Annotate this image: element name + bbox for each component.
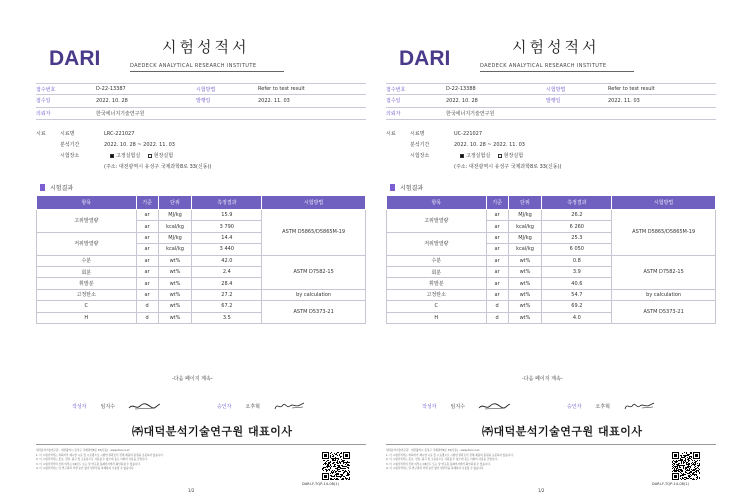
col-method: 시험방법 [612,196,716,210]
row-result: 54.7 [542,289,612,300]
row-unit: wt% [508,266,542,277]
test-place-row [36,150,366,161]
row-result: 40.6 [542,278,612,289]
col-method: 시험방법 [262,196,366,210]
row-unit: kcal/kg [508,221,542,232]
row-result: 25.3 [542,232,612,243]
row-item: 휘발분 [387,278,487,289]
row-result: 69.2 [542,301,612,312]
row-result: 15.9 [192,210,262,221]
test-method-label: 시험방법 [546,86,566,93]
row-method: by calculation [262,289,366,300]
row-basis: ar [486,210,508,221]
row-item: C [387,301,487,312]
table-row [37,301,366,312]
row-item: 회분 [387,266,487,277]
receipt-no-label: 접수번호 [386,86,406,93]
row-basis: ar [136,255,158,266]
approver-role: 승인자 [567,403,582,410]
row-basis: ar [486,266,508,277]
row-basis: ar [486,255,508,266]
footer-notes [36,448,326,471]
col-result: 측정결과 [542,196,612,210]
continue-note: -다음 페이지 계속- [522,376,563,382]
row-result: 0.8 [542,255,612,266]
col-result: 측정결과 [192,196,262,210]
footer-line: 대덕분석기술연구원 · 대전광역시 유성구 국제과학8로 33(신동) · www.dari.co.kr [386,449,480,452]
fixed-lab-label: 고정실험실 [116,153,141,159]
col-unit: 단위 [158,196,192,210]
field-test-label: 현장실험 [503,153,524,159]
approver-signature [272,401,306,411]
continue-note: -다음 페이지 계속- [172,376,213,382]
footer-line: 3. 이 시험성적서의 진위 여부는 QR코드 또는 당 연구원 홈페이지에서 확인하실 수 있습니다. [36,462,141,466]
issue-date-value: 2022. 11. 03 [608,97,640,104]
col-unit: 단위 [508,196,542,210]
logo-text: DARI [399,47,451,70]
row-result: 3 790 [192,221,262,232]
row-unit: wt% [158,289,192,300]
row-result: 42.0 [192,255,262,266]
results-heading [40,183,73,192]
company-name: ㈜대덕분석기술연구원 대표이사 [482,425,643,438]
test-method-value: Refer to test result [608,86,655,93]
row-unit: wt% [508,301,542,312]
row-basis: d [136,301,158,312]
col-basis: 기준 [136,196,158,210]
row-basis: ar [486,289,508,300]
row-unit: wt% [508,278,542,289]
row-result: 3.5 [192,312,262,323]
received-on-label: 접수일 [36,98,51,105]
row-unit: wt% [158,301,192,312]
report-page-right [372,0,724,504]
row-basis: ar [486,232,508,243]
row-result: 67.2 [192,301,262,312]
client-value: 한국에너지기술연구원 [96,110,145,117]
results-heading-text: 시험결과 [50,185,74,192]
section-marker [40,184,45,191]
address-row [386,161,716,172]
dari-logo [48,48,100,70]
author-signature [127,401,161,411]
col-basis: 기준 [486,196,508,210]
results-heading [390,183,423,192]
row-result: 6 050 [542,244,612,255]
page-number: 1/2 [188,488,195,493]
row-unit: MJ/kg [508,232,542,243]
row-unit: wt% [158,278,192,289]
author-signature [477,401,511,411]
test-method-value: Refer to test result [258,86,305,93]
client-value: 한국에너지기술연구원 [446,110,495,117]
qr-code [322,452,350,480]
sample-key: 시료 [36,131,46,137]
row-unit: MJ/kg [508,210,542,221]
row-item: 휘발분 [37,278,137,289]
receipt-no-value: D-22-13387 [96,86,126,93]
test-place-label: 시험장소 [410,153,430,159]
row-basis: ar [136,278,158,289]
results-heading-text: 시험결과 [400,185,424,192]
signature-line [422,401,682,411]
row-result: 6 260 [542,221,612,232]
fixed-lab-checkbox [110,154,114,158]
footer-line: 4. 이 시험성적서는 당 연구원의 서면 승인 없이 일부만을 복제하여 사용할 수 없습니다. [386,467,485,471]
author-name: 임지수 [100,403,115,410]
row-unit: MJ/kg [158,232,192,243]
table-row [387,289,716,300]
table-row [387,210,716,221]
row-result: 3.9 [542,266,612,277]
form-code: DARI-F-TQP-14-08(1) [302,482,339,486]
sample-info [386,128,716,172]
author-name: 임지수 [450,403,465,410]
row-unit: kcal/kg [508,244,542,255]
row-basis: d [136,312,158,323]
row-basis: ar [136,221,158,232]
fixed-lab-label: 고정실험실 [466,153,491,159]
address-value: (주소: 대전광역시 유성구 국제과학8로 33(신동)) [104,164,212,170]
row-item: H [37,312,137,323]
row-unit: wt% [158,266,192,277]
row-result: 27.2 [192,289,262,300]
table-row [387,301,716,312]
analysis-period-label: 분석기간 [60,142,80,148]
client-label: 의뢰자 [36,110,51,117]
row-unit: kcal/kg [158,221,192,232]
signature-line [72,401,332,411]
section-marker [390,184,395,191]
row-method: ASTM D7582-15 [262,255,366,289]
header-divider [130,71,284,72]
report-header [42,30,362,78]
results-header-row [37,196,366,210]
row-basis: ar [136,210,158,221]
results-table [36,195,366,324]
test-place-options [104,152,173,159]
report-header [392,30,712,78]
row-basis: ar [486,221,508,232]
row-method: by calculation [612,289,716,300]
row-unit: wt% [158,312,192,323]
row-method: ASTM D5373-21 [262,301,366,324]
row-result: 14.4 [192,232,262,243]
client-label: 의뢰자 [386,110,401,117]
sample-name-value: LRC-221027 [104,130,135,137]
page-number: 1/2 [538,488,545,493]
results-header-row [387,196,716,210]
institute-subtitle: DAEDECK ANALYTICAL RESEARCH INSTITUTE [130,63,257,69]
table-row [37,210,366,221]
footer-line: 대덕분석기술연구원 · 대전광역시 유성구 국제과학8로 33(신동) · www.dari.co.kr [36,449,130,452]
row-result: 2.4 [192,266,262,277]
sample-name-label: 시료명 [60,131,75,137]
sample-name-value: UC-221027 [454,130,483,137]
info-row-client [386,108,716,120]
row-unit: MJ/kg [158,210,192,221]
info-row-receipt [386,83,716,95]
institute-subtitle: DAEDECK ANALYTICAL RESEARCH INSTITUTE [480,63,607,69]
header-divider [480,71,634,72]
info-row-receipt [36,83,366,95]
receipt-info [36,83,366,120]
row-basis: ar [136,244,158,255]
report-page-left [22,0,374,504]
received-on-value: 2022. 10. 28 [96,97,128,104]
footer-divider [386,444,716,445]
received-on-label: 접수일 [386,98,401,105]
row-method: ASTM D5865/D5865M-19 [262,210,366,256]
row-result: 4.0 [542,312,612,323]
row-result: 28.4 [192,278,262,289]
approver-signature [622,401,656,411]
receipt-no-value: D-22-13388 [446,86,476,93]
info-row-dates [36,95,366,107]
analysis-period-row [36,139,366,150]
row-result: 26.2 [542,210,612,221]
logo-text: DARI [49,47,101,70]
row-item: 고정탄소 [387,289,487,300]
test-place-row [386,150,716,161]
qr-code [672,452,700,480]
table-row [37,289,366,300]
approver-role: 승인자 [217,403,232,410]
sample-key: 시료 [386,131,396,137]
row-item: 수분 [387,255,487,266]
test-method-label: 시험방법 [196,86,216,93]
footer-line: 2. 이 시험성적서는 홍보, 선전, 광고 및 소송용으로 사용될 수 없으며 용도 이외의 사용을 금합니다. [386,458,498,462]
issue-date-value: 2022. 11. 03 [258,97,290,104]
row-item: 고위발열량 [37,210,137,233]
row-method: ASTM D5373-21 [612,301,716,324]
field-test-checkbox [148,154,152,158]
field-test-checkbox [498,154,502,158]
fixed-lab-checkbox [460,154,464,158]
address-row [36,161,366,172]
row-item: 회분 [37,266,137,277]
row-basis: ar [486,278,508,289]
results-table [386,195,716,324]
row-item: C [37,301,137,312]
row-basis: d [486,312,508,323]
row-unit: wt% [508,312,542,323]
row-basis: ar [486,244,508,255]
test-place-options [454,152,523,159]
issue-date-label: 발행일 [196,98,211,105]
footer-divider [36,444,366,445]
receipt-no-label: 접수번호 [36,86,56,93]
row-unit: kcal/kg [158,244,192,255]
sample-name-label: 시료명 [410,131,425,137]
received-on-value: 2022. 10. 28 [446,97,478,104]
footer-line: 1. 이 시험성적서는 의뢰자가 제시한 시료 및 시료명으로 시험한 결과로서 전체 제품의 품질을 보증하지 않습니다. [36,453,164,457]
address-value: (주소: 대전광역시 유성구 국제과학8로 33(신동)) [454,164,562,170]
field-test-label: 현장실험 [153,153,174,159]
row-basis: ar [136,266,158,277]
sample-info [36,128,366,172]
dari-logo [398,48,450,70]
issue-date-label: 발행일 [546,98,561,105]
footer-notes [386,448,676,471]
row-item: H [387,312,487,323]
row-basis: ar [136,232,158,243]
analysis-period-value: 2022. 10. 28 ~ 2022. 11. 03 [454,141,525,148]
receipt-info [386,83,716,120]
footer-line: 4. 이 시험성적서는 당 연구원의 서면 승인 없이 일부만을 복제하여 사용할 수 없습니다. [36,467,135,471]
footer-line: 3. 이 시험성적서의 진위 여부는 QR코드 또는 당 연구원 홈페이지에서 확인하실 수 있습니다. [386,462,491,466]
row-unit: wt% [508,289,542,300]
row-basis: ar [136,289,158,300]
row-item: 고위발열량 [387,210,487,233]
row-item: 저위발열량 [37,232,137,255]
col-item: 항목 [37,196,137,210]
row-unit: wt% [158,255,192,266]
author-role: 작성자 [72,403,87,410]
footer-line: 2. 이 시험성적서는 홍보, 선전, 광고 및 소송용으로 사용될 수 없으며 용도 이외의 사용을 금합니다. [36,458,148,462]
sample-name-row [386,128,716,139]
form-code: DARI-F-TQP-14-08(1) [652,482,689,486]
row-method: ASTM D7582-15 [612,255,716,289]
approver-name: 오후혁 [595,403,610,410]
table-row [387,255,716,266]
analysis-period-row [386,139,716,150]
info-row-client [36,108,366,120]
analysis-period-value: 2022. 10. 28 ~ 2022. 11. 03 [104,141,175,148]
row-item: 수분 [37,255,137,266]
company-name: ㈜대덕분석기술연구원 대표이사 [132,425,293,438]
row-item: 저위발열량 [387,232,487,255]
footer-line: 1. 이 시험성적서는 의뢰자가 제시한 시료 및 시료명으로 시험한 결과로서 전체 제품의 품질을 보증하지 않습니다. [386,453,514,457]
analysis-period-label: 분석기간 [410,142,430,148]
document-title: 시험성적서 [162,38,250,56]
sample-name-row [36,128,366,139]
row-unit: wt% [508,255,542,266]
col-item: 항목 [387,196,487,210]
table-row [37,255,366,266]
info-row-dates [386,95,716,107]
row-result: 3 440 [192,244,262,255]
row-basis: d [486,301,508,312]
author-role: 작성자 [422,403,437,410]
row-method: ASTM D5865/D5865M-19 [612,210,716,256]
approver-name: 오후혁 [245,403,260,410]
document-title: 시험성적서 [512,38,600,56]
test-place-label: 시험장소 [60,153,80,159]
row-item: 고정탄소 [37,289,137,300]
